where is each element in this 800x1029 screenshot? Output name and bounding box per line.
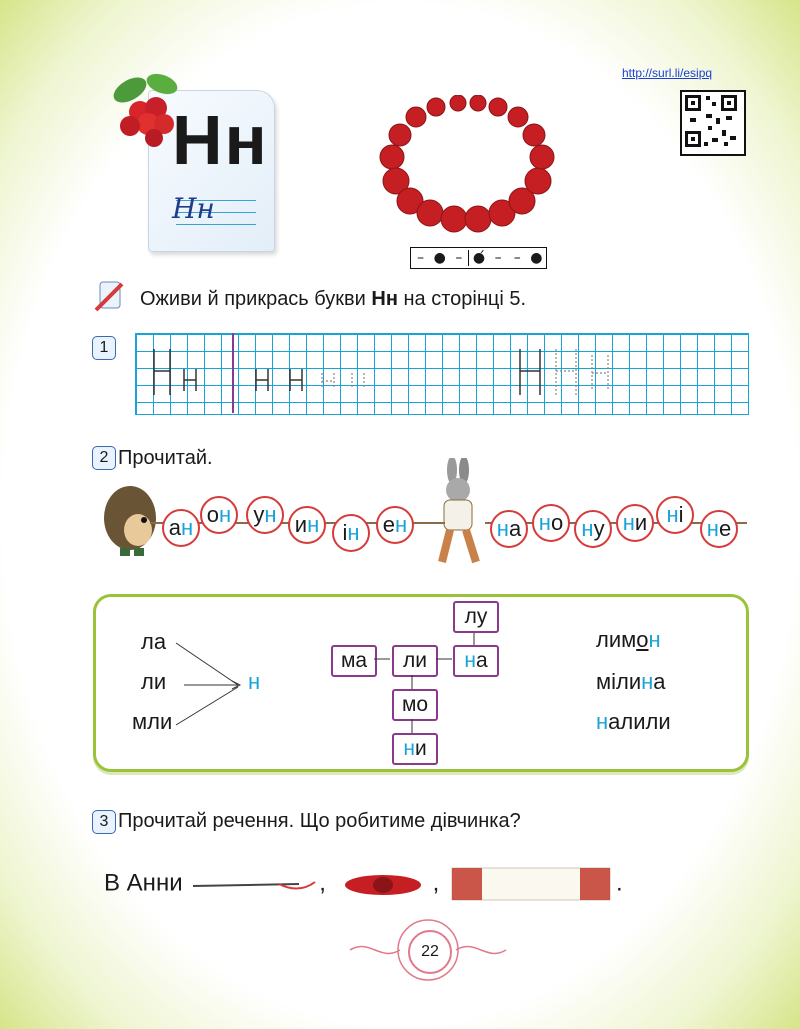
- syllable: ли: [141, 669, 167, 694]
- syllable-tile: ма: [331, 645, 377, 677]
- word-part: алили: [608, 709, 671, 734]
- bead-letter: у: [253, 502, 265, 527]
- scheme-part: –: [494, 250, 502, 266]
- tile-letter: а: [475, 649, 488, 672]
- letter-samples: [140, 345, 740, 405]
- word-letter-n: н: [596, 709, 609, 734]
- example-word: [596, 627, 661, 653]
- qr-code-icon[interactable]: [680, 90, 746, 156]
- pencil-icon: [92, 278, 132, 314]
- syllable-bead: [656, 496, 694, 534]
- bead-letter: е: [382, 512, 396, 537]
- bead-letter: у: [593, 516, 605, 541]
- hare-illustration: [430, 458, 490, 568]
- reading-box: [93, 594, 749, 772]
- syllable-bead: [376, 506, 414, 544]
- task-title: Прочитай.: [118, 447, 213, 469]
- bead-letter-n: н: [581, 516, 594, 541]
- syllable-bead: [616, 504, 654, 542]
- scheme-part: –: [513, 250, 521, 266]
- hedgehog-illustration: [100, 478, 160, 558]
- sentence-comma: ,: [432, 869, 440, 897]
- bead-letter: а: [168, 515, 182, 540]
- bead-letter: а: [508, 516, 522, 541]
- syllable-tile: лу: [453, 601, 499, 633]
- bead-letter: о: [206, 502, 220, 527]
- word-stressed: о: [636, 627, 649, 652]
- bead-letter: е: [718, 516, 732, 541]
- scheme-part: –: [417, 250, 425, 266]
- bead-letter-n: н: [496, 516, 509, 541]
- scheme-part: ●́: [468, 250, 488, 266]
- task-number-badge: 1: [92, 336, 116, 360]
- syllable-bead: [200, 496, 238, 534]
- word-part: міли: [596, 669, 642, 694]
- bead-letter: и: [634, 510, 648, 535]
- syllable-bead: [332, 514, 370, 552]
- scheme-part: –: [455, 250, 463, 266]
- instruction-line: [140, 288, 526, 311]
- syllable-tile: мо: [392, 689, 438, 721]
- syllable-bead: [490, 510, 528, 548]
- syllable-bead: [574, 510, 612, 548]
- necklace-illustration: [370, 95, 570, 235]
- big-letter: Нн: [172, 101, 269, 179]
- bead-letter-n: н: [264, 502, 277, 527]
- bead-letter-n: н: [181, 515, 194, 540]
- bead-letter-n: н: [395, 512, 408, 537]
- bead-letter: и: [294, 512, 308, 537]
- bead-letter-n: н: [307, 512, 320, 537]
- syllable: ла: [141, 629, 167, 654]
- tile-letter-n: н: [403, 737, 415, 760]
- script-letter: Нн: [172, 192, 215, 225]
- bead-letter-n: н: [622, 510, 635, 535]
- bead-letter-n: н: [347, 520, 360, 545]
- sentence-end: .: [615, 869, 623, 897]
- task-number-badge: 3: [92, 810, 116, 834]
- syllable-bead: [288, 506, 326, 544]
- embroidered-towel-icon: [446, 862, 616, 906]
- page-number: 22: [408, 930, 452, 974]
- thread-skein-icon: [333, 867, 433, 901]
- sentence-start: В Анни: [104, 869, 183, 897]
- bead-letter: о: [550, 510, 564, 535]
- scheme-part: ●: [530, 250, 543, 266]
- sound-scheme: [410, 247, 547, 269]
- sentence-comma: ,: [319, 869, 326, 897]
- syllable: мли: [132, 709, 173, 734]
- word-part: лим: [596, 627, 637, 652]
- task-number-badge: 2: [92, 446, 116, 470]
- syllable-bead: [246, 496, 284, 534]
- word-part: а: [653, 669, 666, 694]
- bead-letter-n: н: [706, 516, 719, 541]
- word-letter-n: н: [641, 669, 654, 694]
- bead-letter: і: [678, 502, 684, 527]
- picture-sentence: [104, 862, 623, 906]
- syllable-bead: [532, 504, 570, 542]
- task-title: Прочитай речення. Що робитиме дівчинка?: [118, 810, 521, 832]
- syllable-bead: [700, 510, 738, 548]
- tile-connectors: [366, 627, 506, 737]
- needle-icon: [189, 872, 319, 896]
- scheme-part: ●: [433, 250, 446, 266]
- bead-letter-n: н: [219, 502, 232, 527]
- example-word: [596, 669, 666, 695]
- bead-letter-n: н: [538, 510, 551, 535]
- resource-link[interactable]: http://surl.li/esipq: [622, 66, 713, 80]
- tile-letter-n: н: [464, 649, 476, 672]
- example-word: [596, 709, 671, 735]
- word-letter-n: н: [648, 627, 661, 652]
- syllable-tile: ли: [392, 645, 438, 677]
- bead-letter-n: н: [666, 502, 679, 527]
- bead-letter: і: [342, 520, 348, 545]
- qr-pattern: [682, 92, 740, 150]
- syllable-bead: [162, 509, 200, 547]
- target-letter: н: [248, 669, 261, 694]
- instruction-bold: Нн: [371, 288, 398, 310]
- instruction-text: Оживи й прикрась букви: [140, 288, 372, 310]
- instruction-text-end: на сторінці 5.: [397, 288, 527, 310]
- syllable-tile: [392, 733, 438, 765]
- tile-letter: и: [414, 737, 427, 760]
